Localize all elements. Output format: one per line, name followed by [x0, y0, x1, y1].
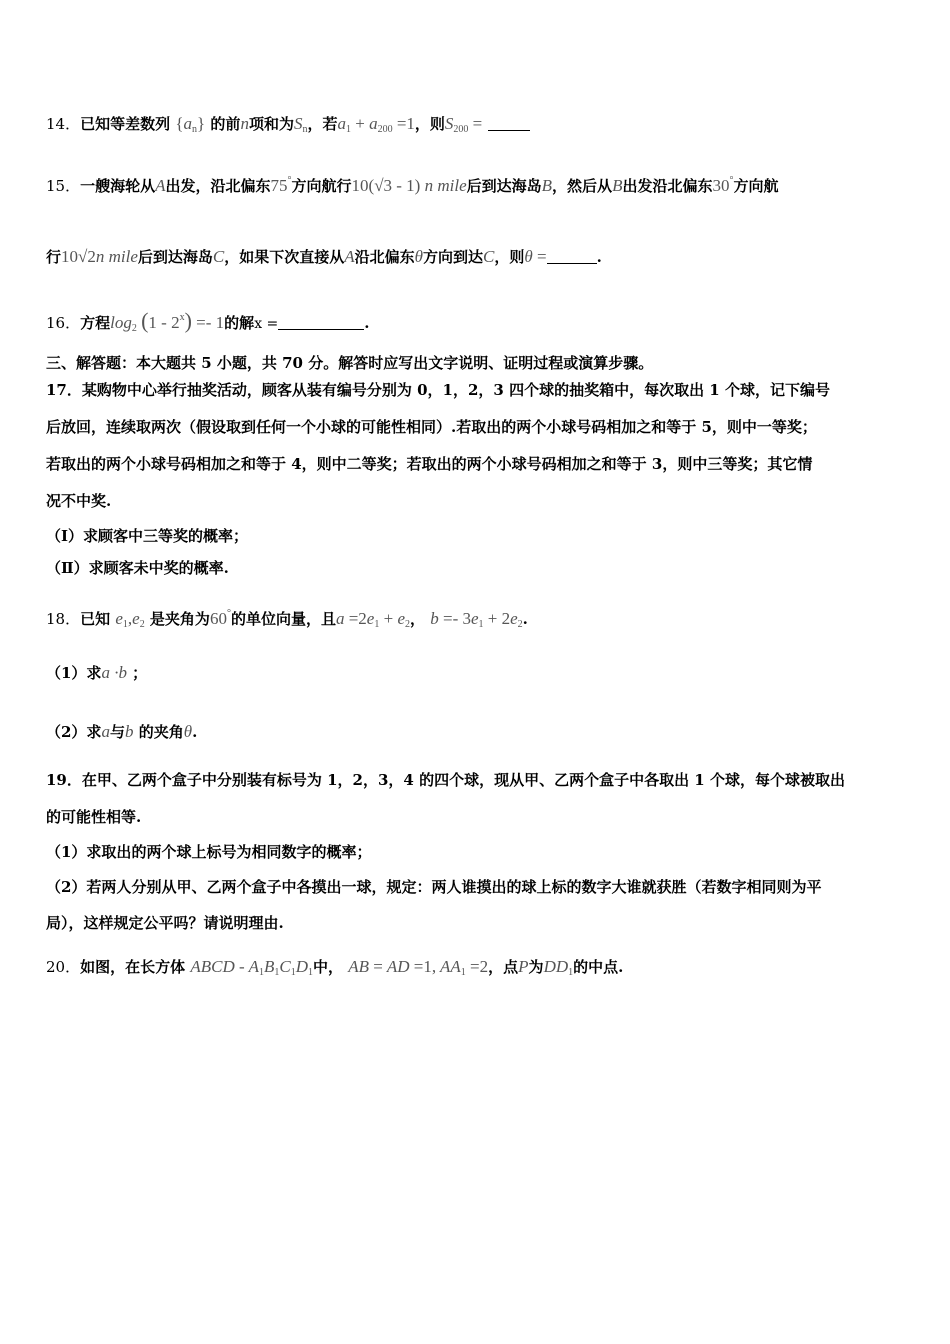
q17-line2: 后放回，连续取两次（假设取到任何一个小球的可能性相同）.若取出的两个小球号码相加之和等于 5，则中一等奖； [46, 418, 817, 436]
answer-blank-14 [488, 116, 530, 131]
q14: 14．已知等差数列 $\{a_n\}$ 的前n项和为$S_n$，若$a_1 + a_{200} =1$，则$S_{200}$ = [46, 114, 530, 140]
q16: 16．方程$\log_2 (1 - 2^x) =- 1$的解x = . [46, 308, 370, 334]
section3-heading: 三、解答题：本大题共 5 小题，共 70 分。解答时应写出文字说明、证明过程或演算步骤。 [46, 354, 654, 372]
q19-line1: 19．在甲、乙两个盒子中分别装有标号为 1，2，3，4 的四个球，现从甲、乙两个盒子中各取出 1 个球，每个球被取出 [46, 771, 845, 789]
math-a1-a200: $a_1 + a_{200} =1$ [337, 114, 415, 135]
q20: 20．如图，在长方体 ABCD - $A_1B_1C_1D_1$中， AB = AD =1, $AA_1 =2$，点P为$DD_1$的中点. [46, 957, 624, 978]
q18-part1: （1）求a ·b ； [46, 663, 148, 682]
q18: 18．已知 $e_1,e_2$ 是夹角为60°的单位向量，且$a =2e_1 + e_2$， $b =- 3e_1 + 2e_2$. [46, 608, 528, 630]
math-log-equation: $\log_2 (1 - 2^x) =- 1$ [110, 308, 225, 334]
q17-line1: 17．某购物中心举行抽奖活动，顾客从装有编号分别为 0，1，2，3 四个球的抽奖箱中，每次取出 1 个球，记下编号 [46, 381, 830, 399]
q15-line1: 15．一艘海轮从A出发，沿北偏东75°方向航行10(√3 - 1) n mile后到达海岛B，然后从B出发沿北偏东30°方向航 [46, 175, 779, 195]
q17-part2: （Ⅱ）求顾客未中奖的概率. [46, 559, 229, 577]
q18-part2: （2）求a与b 的夹角θ. [46, 722, 198, 741]
math-lengths: AB = AD =1, $AA_1 =2$ [348, 957, 489, 978]
math-cuboid: ABCD - $A_1B_1C_1D_1$ [190, 957, 313, 978]
answer-blank-15 [547, 249, 597, 264]
math-distance-1: 10(√3 - 1) n mile [351, 176, 467, 195]
q19-part2-line1: （2）若两人分别从甲、乙两个盒子中各摸出一球，规定：两人谁摸出的球上标的数字大谁就获胜（若数字相同则为平 [46, 878, 822, 896]
q19-part2-line2: 局），这样规定公平吗？请说明理由. [46, 914, 284, 932]
q17-part1: （Ⅰ）求顾客中三等奖的概率； [46, 527, 249, 545]
answer-blank-16 [278, 315, 364, 330]
math-vector-a: $a =2e_1 + e_2$ [335, 609, 410, 630]
math-e1-e2: $e_1,e_2$ [115, 609, 145, 630]
q17-line3: 若取出的两个小球号码相加之和等于 4，则中二等奖；若取出的两个小球号码相加之和等于 3，则中三等奖；其它情 [46, 455, 813, 473]
q19-part1: （1）求取出的两个球上标号为相同数字的概率； [46, 843, 372, 861]
math-vector-b: $b =- 3e_1 + 2e_2$ [430, 609, 523, 630]
q14-number: 14． [46, 115, 81, 133]
q17-line4: 况不中奖. [46, 492, 112, 510]
math-an-sequence: $\{a_n\}$ [175, 114, 206, 135]
math-distance-2: 10√2n mile [61, 247, 138, 266]
q15-line2: 行10√2n mile后到达海岛C，如果下次直接从A沿北偏东θ方向到达C，则θ = . [46, 247, 602, 266]
q19-line2: 的可能性相等. [46, 808, 142, 826]
